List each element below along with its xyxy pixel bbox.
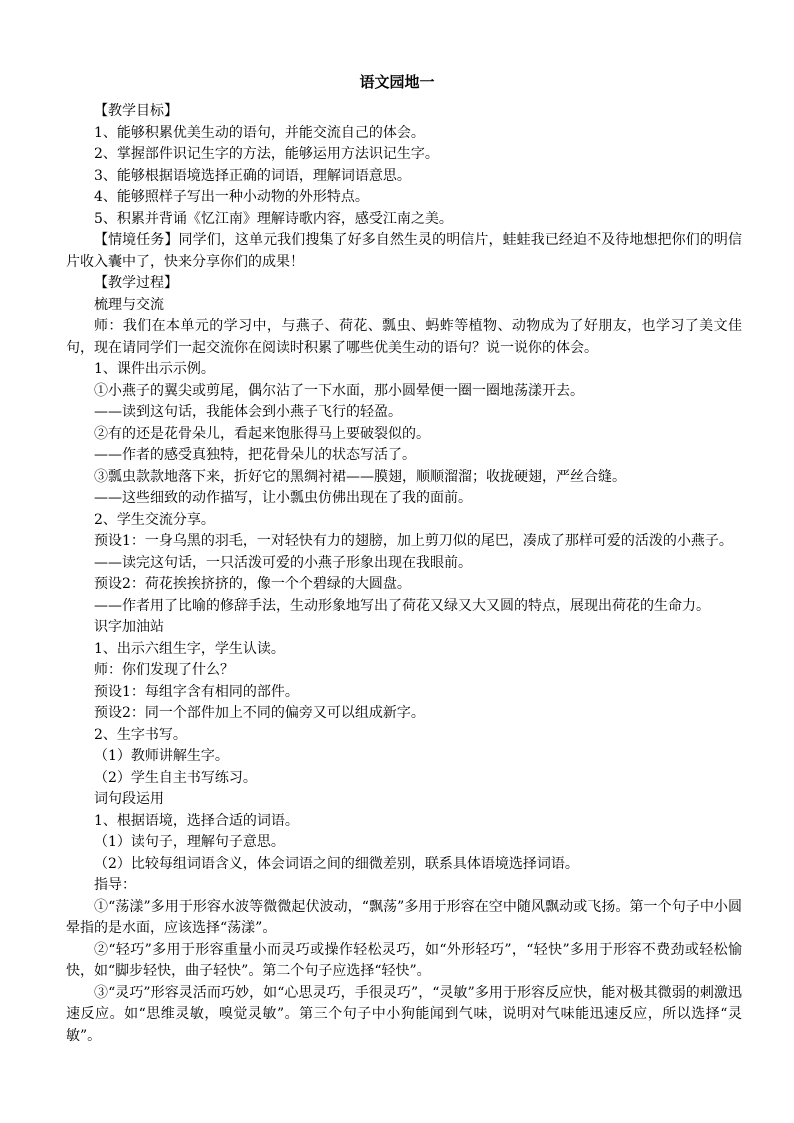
paragraph-line: 3、能够根据语境选择正确的词语，理解词语意思。 xyxy=(94,167,411,184)
paragraph-line: 词句段运用 xyxy=(94,791,164,807)
paragraph-line: 梳理与交流 xyxy=(94,296,164,313)
paragraph-line: 预设2：荷花挨挨挤挤的，像一个个碧绿的大圆盘。 xyxy=(94,576,411,592)
paragraph-line: 【情境任务】同学们，这单元我们搜集了好多自然生灵的明信片，蛙蛙我已经迫不及待地想把你们的明信片收入囊中了，快来分享你们的成果！ xyxy=(66,232,742,270)
paragraph-line: ——这些细致的动作描写，让小瓢虫仿佛出现在了我的面前。 xyxy=(94,490,472,506)
paragraph-line: 1、出示六组生字，学生认读。 xyxy=(94,640,285,657)
paragraph-line: 2、学生交流分享。 xyxy=(94,511,215,528)
paragraph-line: （1）读句子，理解句子意思。 xyxy=(94,834,285,850)
paragraph-line: ——作者的感受真独特，把花骨朵儿的状态写活了。 xyxy=(94,447,416,463)
document-body xyxy=(66,101,742,1047)
paragraph-line: 预设1：一身乌黑的羽毛，一对轻快有力的翅膀，加上剪刀似的尾巴，凑成了那样可爱的活泼的小燕子。 xyxy=(94,533,733,549)
paragraph-line: 师：我们在本单元的学习中，与燕子、荷花、瓢虫、蚂蚱等植物、动物成为了好朋友，也学习了美文佳句，现在请同学们一起交流你在阅读时积累了哪些优美生动的语句？说一说你的体会。 xyxy=(66,318,742,356)
paragraph-line: 识字加油站 xyxy=(94,619,164,635)
paragraph-line: 【教学过程】 xyxy=(94,275,178,291)
paragraph-line: 5、积累并背诵《忆江南》理解诗歌内容，感受江南之美。 xyxy=(94,210,453,227)
paragraph-line: 2、掌握部件识记生字的方法，能够运用方法识记生字。 xyxy=(94,146,439,162)
paragraph-line: 【教学目标】 xyxy=(94,103,178,119)
paragraph-line: ③瓢虫款款地落下来，折好它的黑绸衬裙——膜翅，顺顺溜溜；收拢硬翅，严丝合缝。 xyxy=(94,468,626,485)
paragraph-line: ③“灵巧”形容灵活而巧妙，如“心思灵巧，手很灵巧”，“灵敏”多用于形容反应快，能对极其微弱的刺激迅速反应。如“思维灵敏，嗅觉灵敏”。第三个句子中小狗能闻到气味，说明对气味能迅速反应，所以选择“灵敏”。 xyxy=(66,984,742,1044)
paragraph-line: ②有的还是花骨朵儿，看起来饱胀得马上要破裂似的。 xyxy=(94,425,430,442)
paragraph-line: 预设2：同一个部件加上不同的偏旁又可以组成新字。 xyxy=(94,705,425,721)
paragraph-line: ——作者用了比喻的修辞手法，生动形象地写出了荷花又绿又大又圆的特点，展现出荷花的生命力。 xyxy=(94,597,710,614)
paragraph-line: 预设1：每组字含有相同的部件。 xyxy=(94,683,299,700)
paragraph-line: 4、能够照样子写出一种小动物的外形特点。 xyxy=(94,189,369,205)
paragraph-line: 1、根据语境，选择合适的词语。 xyxy=(94,812,299,829)
paragraph-line: 师：你们发现了什么？ xyxy=(94,662,234,678)
paragraph-line: ——读完这句话，一只活泼可爱的小燕子形象出现在我眼前。 xyxy=(94,554,472,571)
paragraph-line: ①小燕子的翼尖或剪尾，偶尔沾了一下水面，那小圆晕便一圈一圈地荡漾开去。 xyxy=(94,382,584,399)
document-title: 语文园地一 xyxy=(359,73,435,91)
paragraph-line: 1、课件出示示例。 xyxy=(94,361,215,377)
paragraph-line: 指导： xyxy=(94,877,136,893)
paragraph-line: 2、生字书写。 xyxy=(94,726,187,743)
paragraph-line: ——读到这句话，我能体会到小燕子飞行的轻盈。 xyxy=(94,404,402,420)
paragraph-line: （2）比较每组词语含义，体会词语之间的细微差别，联系具体语境选择词语。 xyxy=(94,855,579,872)
paragraph-line: 1、能够积累优美生动的语句，并能交流自己的体会。 xyxy=(94,124,425,141)
paragraph-line: ②“轻巧”多用于形容重量小而灵巧或操作轻松灵巧，如“外形轻巧”，“轻快”多用于形容不费劲或轻松愉快，如“脚步轻快，曲子轻快”。第二个句子应选择“轻快”。 xyxy=(66,941,742,979)
paragraph-line: （1）教师讲解生字。 xyxy=(94,748,229,764)
paragraph-line: （2）学生自主书写练习。 xyxy=(94,769,257,786)
paragraph-line: ①“荡漾”多用于形容水波等微微起伏波动，“飘荡”多用于形容在空中随风飘动或飞扬。第一个句子中小圆晕指的是水面，应该选择“荡漾”。 xyxy=(66,898,742,936)
